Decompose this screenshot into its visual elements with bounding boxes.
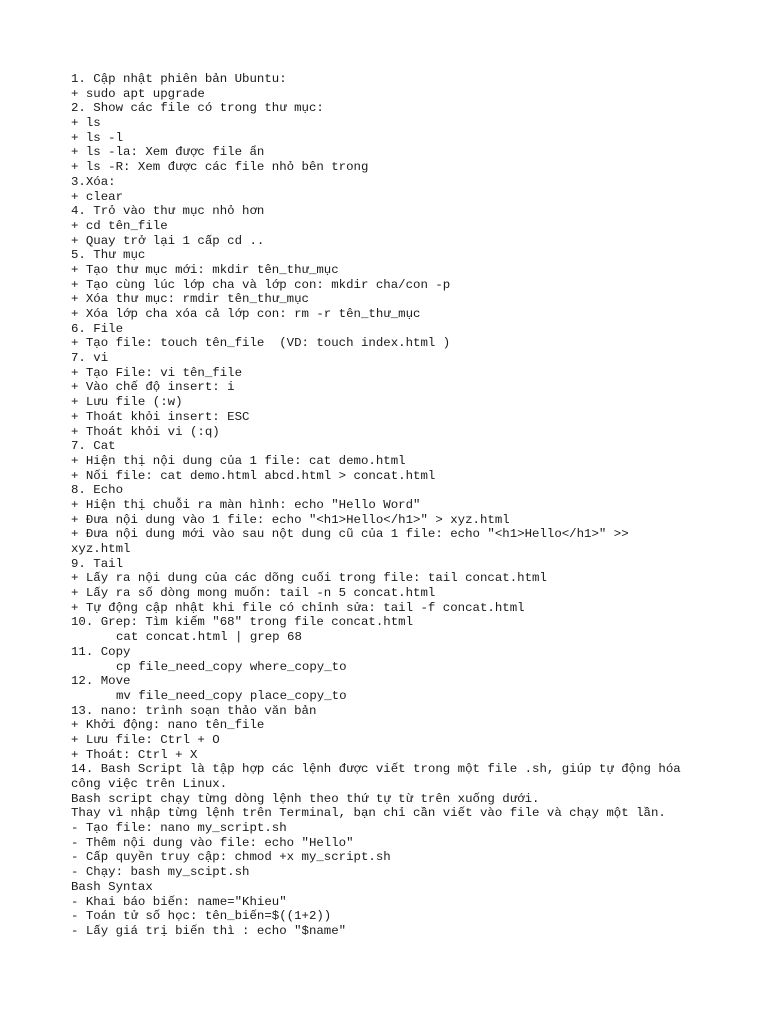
document-line: + Vào chế độ insert: i xyxy=(71,380,235,395)
document-line: + Xóa lớp cha xóa cả lớp con: rm -r tên_thư_mục xyxy=(71,307,421,321)
document-line-indented: cat concat.html | grep 68 xyxy=(116,630,302,645)
document-line: công việc trên Linux. xyxy=(71,777,228,791)
document-line: + Tạo thư mục mới: mkdir tên_thư_mục xyxy=(71,262,339,277)
document-line: 3.Xóa: xyxy=(71,174,116,189)
document-line: - Khai báo biến: name="Khieu" xyxy=(71,894,287,909)
document-line: - Lấy giá trị biến thì : echo "$name" xyxy=(71,923,347,938)
document-line: 7. vi xyxy=(71,351,109,366)
document-line: - Tạo file: nano my_script.sh xyxy=(71,821,287,836)
document-line: 9. Tail xyxy=(71,556,124,571)
document-line: 7. Cat xyxy=(71,439,116,454)
document-line: + cd tên_file xyxy=(71,218,168,233)
document-line: + ls xyxy=(71,116,101,131)
document-line: + Tạo File: vi tên_file xyxy=(71,365,243,380)
document-line: + Khởi động: nano tên_file xyxy=(71,718,265,733)
document-line: + Xóa thư mục: rmdir tên_thư_mục xyxy=(71,292,309,307)
document-line: + Đưa nội dung mới vào sau nột dung cũ của 1 file: echo "<h1>Hello</h1>" >> xyxy=(71,527,629,542)
document-line: 5. Thư mục xyxy=(71,248,146,263)
document-line: + Thoát khỏi insert: ESC xyxy=(71,409,250,424)
document-line: - Chạy: bash my_scipt.sh xyxy=(71,865,250,880)
document-line-indented: mv file_need_copy place_copy_to xyxy=(116,688,347,703)
document-line: + Tự động cập nhật khi file có chỉnh sửa: tail -f concat.html xyxy=(71,600,525,615)
document-line: + Lưu file (:w) xyxy=(71,395,183,410)
document-line: Thay vì nhập từng lệnh trên Terminal, bạn chỉ cần viết vào file và chạy một lần. xyxy=(71,806,666,821)
document-page xyxy=(71,72,751,939)
document-line: + Lấy ra nội dung của các dõng cuối trong file: tail concat.html xyxy=(71,571,547,586)
document-line: 6. File xyxy=(71,321,124,336)
document-line: - Thêm nội dung vào file: echo "Hello" xyxy=(71,835,354,850)
document-line: + Thoát khỏi vi (:q) xyxy=(71,424,220,439)
document-line: 11. Copy xyxy=(71,644,131,659)
document-line: - Cấp quyền truy cập: chmod +x my_script.sh xyxy=(71,850,391,865)
document-line: + Lấy ra số dòng mong muốn: tail -n 5 concat.html xyxy=(71,586,436,601)
document-line: + Hiện thị nội dung của 1 file: cat demo.html xyxy=(71,453,406,468)
document-line: + ls -la: Xem được file ẩn xyxy=(71,145,265,160)
document-line: + clear xyxy=(71,189,124,204)
document-line: + Đưa nội dung vào 1 file: echo "<h1>Hello</h1>" > xyz.html xyxy=(71,512,510,527)
document-line: 14. Bash Script là tập hợp các lệnh được viết trong một file .sh, giúp tự động hóa xyxy=(71,762,681,777)
document-line: + Quay trở lại 1 cấp cd .. xyxy=(71,233,265,248)
document-line: 2. Show các file có trong thư mục: xyxy=(71,101,324,116)
document-line: 13. nano: trình soạn thảo văn bản xyxy=(71,703,317,718)
document-line: Bash Syntax xyxy=(71,879,153,894)
document-line: + Thoát: Ctrl + X xyxy=(71,747,198,762)
document-line: 10. Grep: Tìm kiếm "68" trong file concat.html xyxy=(71,615,414,630)
document-line: + Tạo file: touch tên_file (VD: touch index.html ) xyxy=(71,336,451,351)
document-line: - Toán tử số học: tên_biến=$((1+2)) xyxy=(71,909,332,924)
document-line: 1. Cập nhật phiên bản Ubuntu: xyxy=(71,72,287,86)
document-line: + Tạo cùng lúc lớp cha và lớp con: mkdir cha/con -p xyxy=(71,277,451,292)
document-line: + ls -l xyxy=(71,130,124,145)
document-line: + Nối file: cat demo.html abcd.html > concat.html xyxy=(71,468,436,483)
document-line: 4. Trỏ vào thư mục nhỏ hơn xyxy=(71,204,265,219)
document-line: + sudo apt upgrade xyxy=(71,86,205,101)
document-line: Bash script chạy từng dòng lệnh theo thứ tự từ trên xuống dưới. xyxy=(71,791,540,806)
document-line: + ls -R: Xem được các file nhỏ bên trong xyxy=(71,160,369,175)
document-line: 8. Echo xyxy=(71,483,124,498)
document-line: + Hiện thị chuỗi ra màn hình: echo "Hello Word" xyxy=(71,497,421,512)
document-line: + Lưu file: Ctrl + O xyxy=(71,732,220,747)
document-line: 12. Move xyxy=(71,674,131,689)
document-line-indented: cp file_need_copy where_copy_to xyxy=(116,659,347,674)
document-line: xyz.html xyxy=(71,542,131,556)
